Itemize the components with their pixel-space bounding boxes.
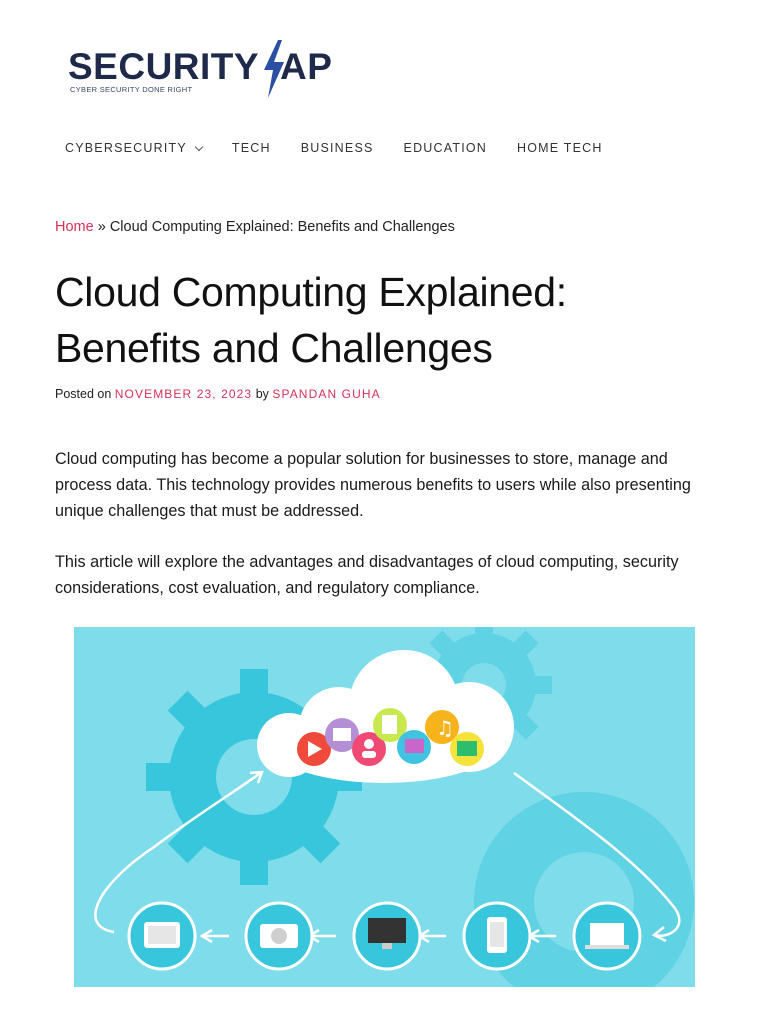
page-title: Cloud Computing Explained: Benefits and Challenges [55, 269, 567, 371]
logo-word-ap: AP [280, 46, 333, 87]
logo-tagline: CYBER SECURITY DONE RIGHT [70, 85, 193, 94]
nav-item-label: HOME TECH [517, 141, 603, 155]
nav-item-label: BUSINESS [300, 141, 374, 155]
article-paragraph-2: This article will explore the advantages and disadvantages of cloud computing, security considerations, cost evaluation, and regulatory compliance. [55, 553, 679, 597]
by-label: by [255, 387, 269, 401]
breadcrumb-separator: » [97, 219, 106, 235]
desktop-device-icon [354, 903, 420, 969]
featured-image [74, 627, 695, 987]
breadcrumb-home-link[interactable]: Home [55, 219, 94, 235]
phone-device-icon [464, 903, 530, 969]
nav-item-tech[interactable] [222, 141, 271, 155]
posted-on-label: Posted on [55, 387, 112, 401]
breadcrumb [55, 219, 455, 235]
post-meta [55, 387, 381, 401]
logo-word-security: SECURITY [68, 46, 260, 87]
nav-item-label: CYBERSECURITY [65, 141, 187, 155]
nav-item-label: EDUCATION [403, 141, 488, 155]
nav-item-education[interactable] [394, 141, 488, 155]
nav-item-business[interactable] [291, 141, 374, 155]
main-nav [55, 141, 623, 155]
chevron-down-icon [195, 142, 203, 150]
cloud-computing-illustration [74, 627, 695, 987]
svg-text:♫: ♫ [436, 716, 454, 740]
camera-device-icon [246, 903, 312, 969]
author-link[interactable]: SPANDAN GUHA [272, 387, 381, 401]
breadcrumb-current: Cloud Computing Explained: Benefits and Challenges [109, 219, 455, 235]
article-paragraph-1: Cloud computing has become a popular solution for businesses to store, manage and process data. This technology provides numerous benefits to users while also presenting unique challenges that must be addressed. [55, 450, 691, 520]
laptop-device-icon [574, 903, 640, 969]
nav-item-cybersecurity[interactable] [55, 141, 202, 155]
tablet-device-icon [129, 903, 195, 969]
site-logo[interactable] [68, 40, 358, 100]
nav-item-label: TECH [231, 141, 271, 155]
post-date-link[interactable]: NOVEMBER 23, 2023 [114, 387, 253, 401]
nav-item-home-tech[interactable] [507, 141, 603, 155]
